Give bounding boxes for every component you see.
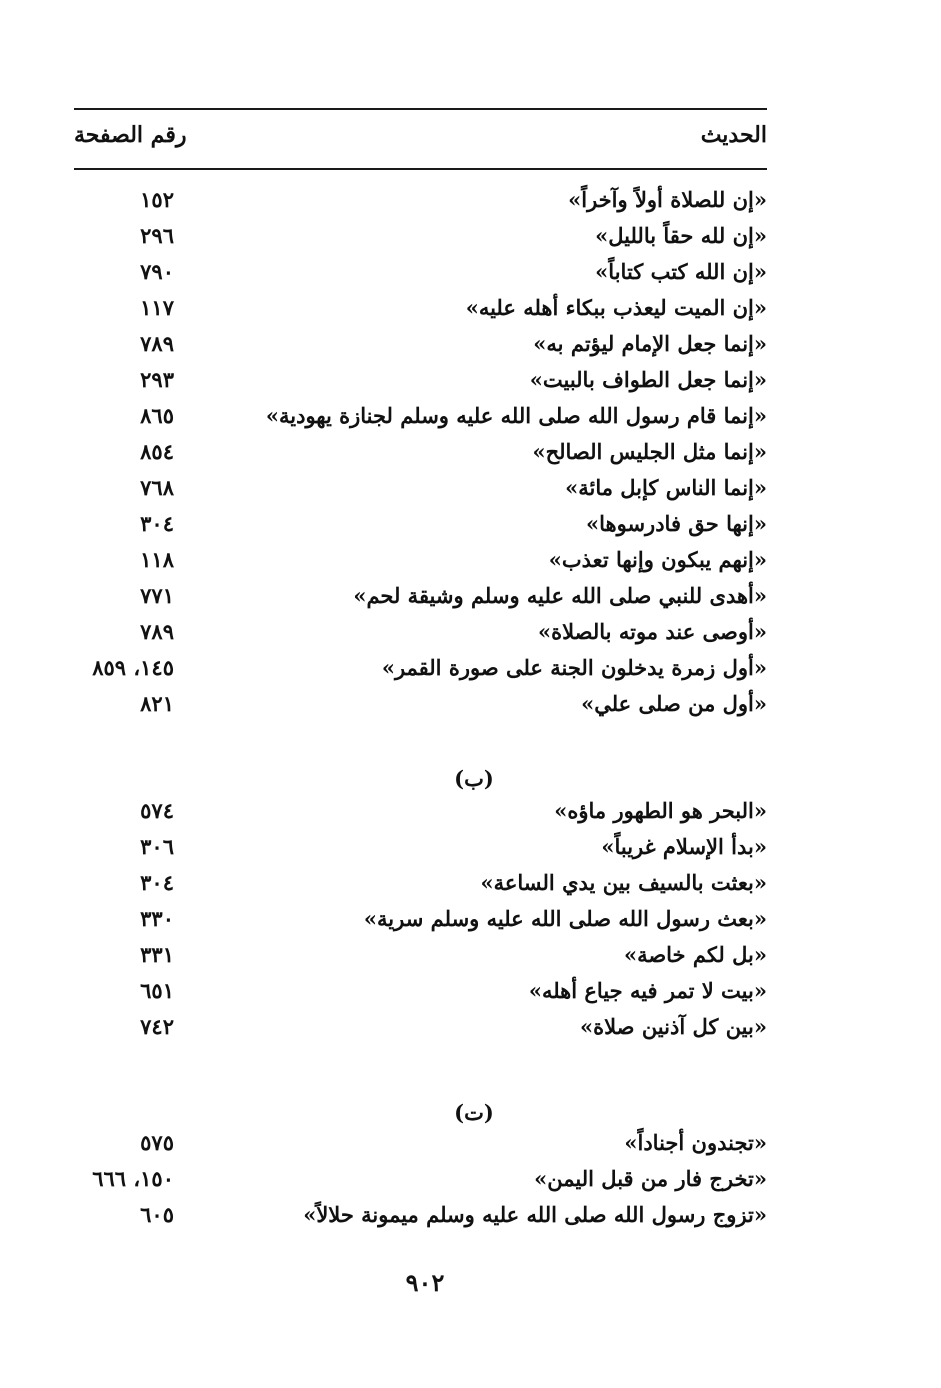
page-ref: ٧٦٨ (140, 475, 174, 500)
hadith-text: «بعثت بالسيف بين يدي الساعة» (480, 870, 767, 895)
hadith-text: «إنما جعل الطواف بالبيت» (529, 367, 767, 392)
hadith-text: «أول زمرة يدخلون الجنة على صورة القمر» (381, 655, 767, 680)
list-item (74, 902, 767, 938)
page-number: ٩٠٢ (405, 1268, 445, 1297)
hadith-text: «إن الله كتب كتاباً» (595, 259, 767, 284)
top-rule (74, 108, 767, 110)
hadith-text: «إنما قام رسول الله صلى الله عليه وسلم لجنازة يهودية» (265, 403, 767, 428)
hadith-text: «بيت لا تمر فيه جياع أهله» (528, 978, 767, 1003)
list-item (74, 291, 767, 327)
section-alif (74, 183, 767, 723)
hadith-text: «تجندون أجناداً» (624, 1130, 767, 1155)
list-item (74, 1162, 767, 1198)
list-item (74, 507, 767, 543)
page-ref: ٣٣١ (140, 942, 174, 967)
hadith-text: «إنما الناس كإبل مائة» (565, 475, 767, 500)
hadith-text: «إنها حق فادرسوها» (586, 511, 767, 536)
list-item (74, 651, 767, 687)
page-ref: ٢٩٣ (140, 367, 174, 392)
list-item (74, 399, 767, 435)
page-ref: ٧٨٩ (140, 331, 174, 356)
hadith-text: «أوصى عند موته بالصلاة» (538, 619, 767, 644)
hadith-text: «بل لكم خاصة» (623, 942, 767, 967)
header-rule (74, 168, 767, 170)
section-ba (74, 794, 767, 1046)
list-item (74, 1010, 767, 1046)
list-item (74, 794, 767, 830)
page-ref: ٣٠٤ (140, 511, 174, 536)
hadith-text: «البحر هو الطهور ماؤه» (554, 798, 767, 823)
page-ref: ١٤٥، ٨٥٩ (92, 655, 174, 680)
list-item (74, 219, 767, 255)
page-ref: ٧٤٢ (140, 1014, 174, 1039)
hadith-text: «أهدى للنبي صلى الله عليه وسلم وشيقة لحم» (353, 583, 767, 608)
list-item (74, 830, 767, 866)
list-item (74, 327, 767, 363)
page-ref: ١١٨ (140, 547, 174, 572)
section-heading-ta: (ت) (454, 1100, 494, 1125)
page-ref: ١٥٠، ٦٦٦ (92, 1166, 174, 1191)
page-ref: ٦٠٥ (140, 1202, 174, 1227)
page-ref: ٦٥١ (140, 978, 174, 1003)
list-item (74, 615, 767, 651)
list-item (74, 687, 767, 723)
page-ref: ٨٦٥ (140, 403, 174, 428)
hadith-text: «أول من صلى علي» (581, 691, 767, 716)
list-item (74, 543, 767, 579)
page-ref: ١٥٢ (140, 187, 174, 212)
page-ref: ٣٠٦ (140, 834, 174, 859)
list-item (74, 471, 767, 507)
hadith-text: «تزوج رسول الله صلى الله عليه وسلم ميمونة حلالاً» (303, 1202, 767, 1227)
page-ref: ٨٢١ (140, 691, 174, 716)
hadith-text: «إن للصلاة أولاً وآخراً» (568, 187, 767, 212)
page-ref: ٢٩٦ (140, 223, 174, 248)
page-ref: ٧٧١ (140, 583, 174, 608)
hadith-text: «إنما جعل الإمام ليؤتم به» (533, 331, 767, 356)
page-ref: ١١٧ (140, 295, 174, 320)
hadith-text: «إن لله حقاً بالليل» (595, 223, 767, 248)
hadith-text: «بين كل آذنين صلاة» (580, 1014, 767, 1039)
page-ref: ٥٧٥ (140, 1130, 174, 1155)
list-item (74, 183, 767, 219)
list-item (74, 435, 767, 471)
section-ta (74, 1126, 767, 1234)
column-header-hadith: الحديث (700, 122, 767, 148)
list-item (74, 974, 767, 1010)
hadith-text: «إن الميت ليعذب ببكاء أهله عليه» (465, 295, 767, 320)
list-item (74, 866, 767, 902)
hadith-text: «إنهم يبكون وإنها تعذب» (548, 547, 767, 572)
hadith-text: «بعث رسول الله صلى الله عليه وسلم سرية» (363, 906, 767, 931)
table-header (74, 120, 767, 156)
page-ref: ٧٩٠ (140, 259, 174, 284)
section-heading-ba: (ب) (454, 766, 494, 791)
page-ref: ٨٥٤ (140, 439, 174, 464)
page-ref: ٧٨٩ (140, 619, 174, 644)
page-ref: ٥٧٤ (140, 798, 174, 823)
list-item (74, 363, 767, 399)
page-ref: ٣٣٠ (140, 906, 174, 931)
page-ref: ٣٠٤ (140, 870, 174, 895)
list-item (74, 938, 767, 974)
list-item (74, 579, 767, 615)
hadith-text: «إنما مثل الجليس الصالح» (532, 439, 767, 464)
list-item (74, 255, 767, 291)
list-item (74, 1126, 767, 1162)
hadith-text: «بدأ الإسلام غريباً» (601, 834, 767, 859)
list-item (74, 1198, 767, 1234)
hadith-text: «تخرج فار من قبل اليمن» (534, 1166, 767, 1191)
column-header-page-number: رقم الصفحة (74, 122, 187, 148)
